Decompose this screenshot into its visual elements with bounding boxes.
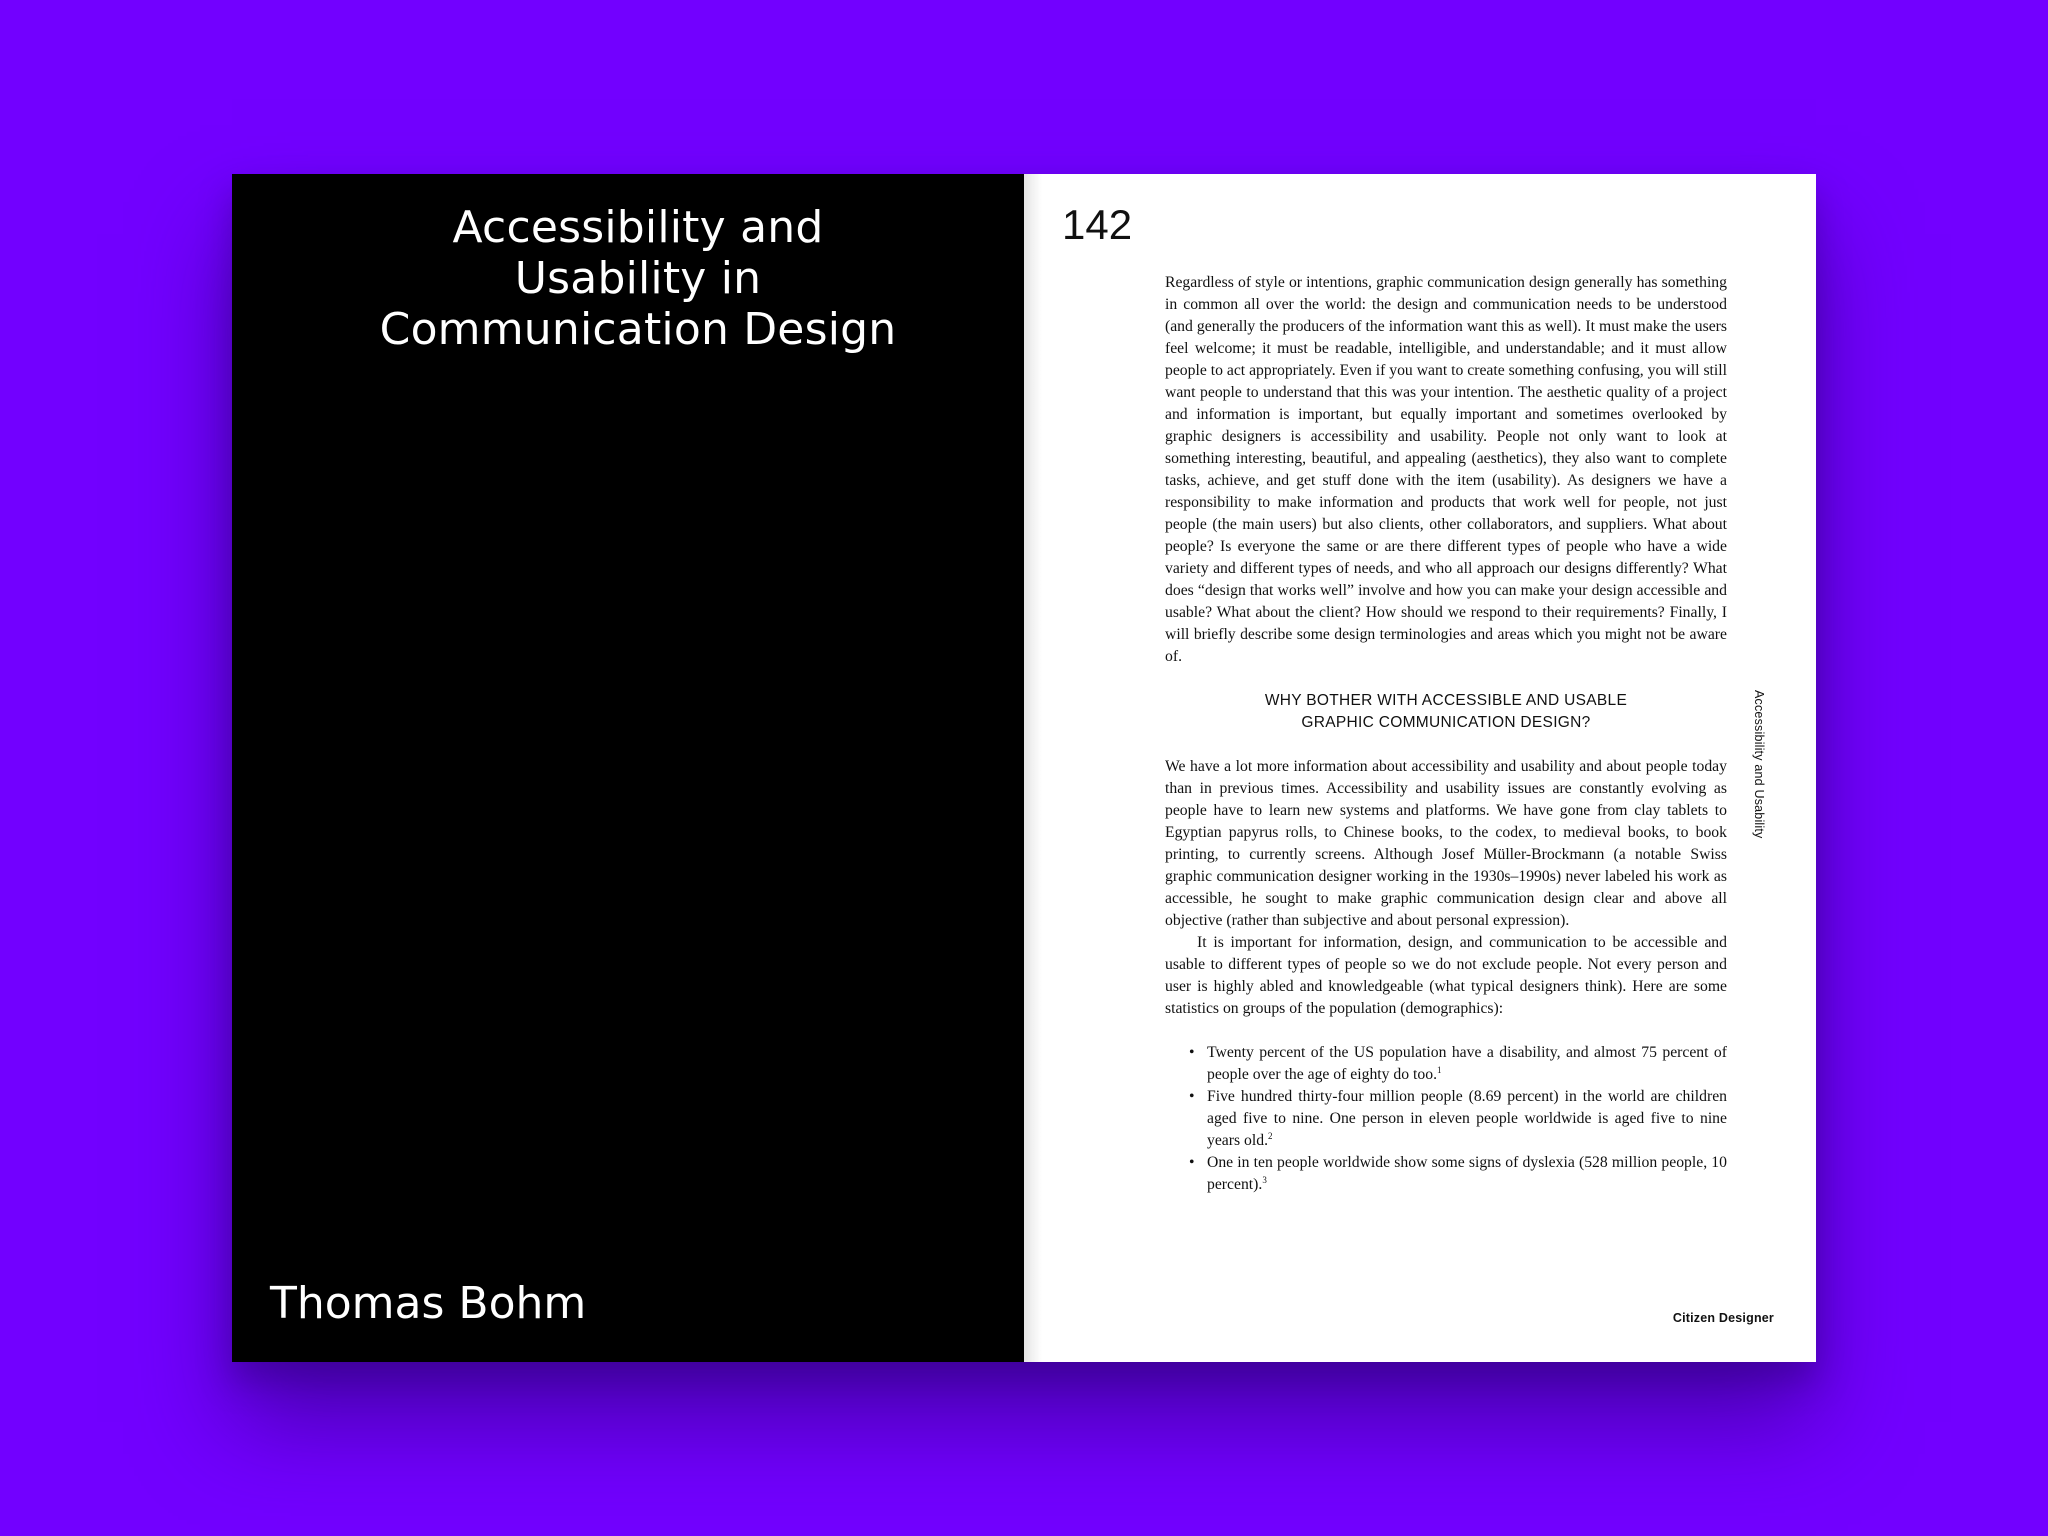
list-item bbox=[1189, 1086, 1727, 1152]
footnote-ref: 3 bbox=[1262, 1174, 1267, 1185]
paragraph-2: We have a lot more information about accessibility and usability and about people today than in previous times. Accessibility and usability issues are constantly evolving as people have to learn new systems and platforms. We have gone from clay tablets to Egyptian papyrus rolls, to Chinese books, to the codex, to medieval books, to book printing, to currently screens. Although Josef Müller-Brockmann (a notable Swiss graphic communication designer working in the 1930s–1990s) never labeled his work as accessible, he sought to make graphic communication design clear and above all objective (rather than subjective and about personal expression). bbox=[1165, 758, 1727, 929]
running-head: Accessibility and Usability bbox=[1752, 690, 1766, 839]
book-spread bbox=[232, 174, 1816, 1362]
statistics-list bbox=[1165, 1042, 1727, 1196]
section-heading bbox=[1165, 690, 1727, 734]
footnote-ref: 1 bbox=[1437, 1064, 1442, 1075]
body-text bbox=[1165, 272, 1727, 1196]
gutter-shadow bbox=[1024, 174, 1042, 1362]
right-page bbox=[1024, 174, 1816, 1362]
paragraph-3: It is important for information, design, and communication to be accessible and usable to different types of people so we do not exclude people. Not every person and user is highly abled and knowledgeable (what typical designers think). Here are some statistics on groups of the population (demographics): bbox=[1165, 934, 1727, 1017]
list-item-text: Twenty percent of the US population have a disability, and almost 75 percent of people over the age of eighty do too. bbox=[1207, 1044, 1727, 1083]
bullet-icon: • bbox=[1189, 1088, 1195, 1105]
author-name: Thomas Bohm bbox=[270, 1278, 587, 1329]
page-number: 142 bbox=[1062, 201, 1133, 248]
section-heading-line-2: GRAPHIC COMMUNICATION DESIGN? bbox=[1301, 714, 1591, 731]
chapter-title: Accessibility and Usability in Communication Design bbox=[379, 202, 897, 355]
bullet-icon: • bbox=[1189, 1154, 1195, 1171]
bullet-icon: • bbox=[1189, 1044, 1195, 1061]
intro-paragraph: Regardless of style or intentions, graphic communication design generally has something in common all over the world: the design and communication needs to be understood (and generally the producers of the information want this as well). It must make the users feel welcome; it must be readable, intelligible, and understandable; and it must allow people to act appropriately. Even if you want to create something confusing, you will still want people to understand that this was your intention. The aesthetic quality of a project and information is important, but equally important and sometimes overlooked by graphic designers is accessibility and usability. People not only want to look at something interesting, beautiful, and appealing (aesthetics), they also want to complete tasks, achieve, and get stuff done with the item (usability). As designers we have a responsibility to make information and products that work well for people, not just people (the main users) but also clients, other collaborators, and suppliers. What about people? Is everyone the same or are there different types of people who have a wide variety and different types of needs, and who all approach our designs differently? What does “design that works well” involve and how you can make your design accessible and usable? What about the client? How should we respond to their requirements? Finally, I will briefly describe some design terminologies and areas which you might not be aware of. bbox=[1165, 274, 1727, 665]
list-item bbox=[1189, 1042, 1727, 1086]
footnote-ref: 2 bbox=[1268, 1130, 1273, 1141]
left-page bbox=[232, 174, 1024, 1362]
section-heading-line-1: WHY BOTHER WITH ACCESSIBLE AND USABLE bbox=[1264, 692, 1628, 709]
list-item-text: One in ten people worldwide show some signs of dyslexia (528 million people, 10 percent). bbox=[1207, 1154, 1727, 1193]
list-item bbox=[1189, 1152, 1727, 1196]
book-title-footer: Citizen Designer bbox=[1672, 1311, 1774, 1325]
list-item-text: Five hundred thirty-four million people (8.69 percent) in the world are children aged five to nine. One person in eleven people worldwide is aged five to nine years old. bbox=[1207, 1088, 1727, 1149]
